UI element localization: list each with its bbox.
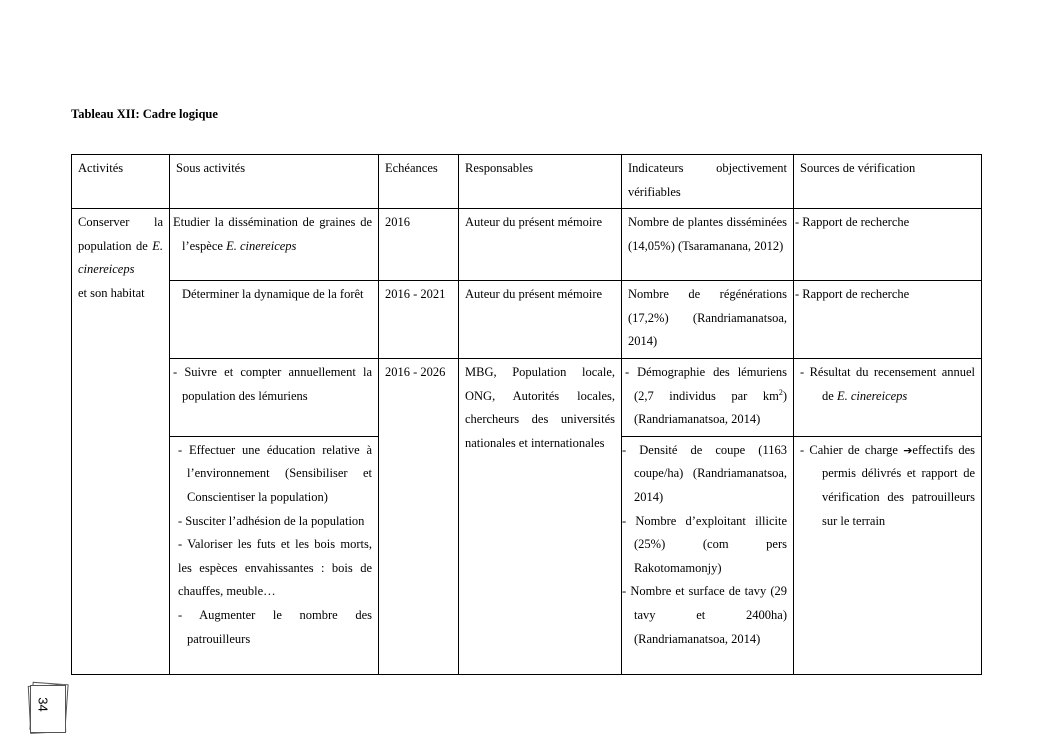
list-item xyxy=(174,510,372,534)
source-4 xyxy=(794,436,982,674)
list-item xyxy=(622,580,787,651)
source-3-species: E. cinereiceps xyxy=(836,388,908,403)
header-row xyxy=(72,155,982,209)
page-number: 34 xyxy=(35,697,51,712)
responsable-1: Auteur du présent mémoire xyxy=(459,209,622,281)
table-title: Tableau XII: Cadre logique xyxy=(71,107,218,121)
list-item xyxy=(174,439,372,510)
echeance-2: 2016 - 2021 xyxy=(379,281,459,359)
indicateur-1: Nombre de plantes disséminées (14,05%) (Tsaramanana, 2012) xyxy=(622,209,794,281)
arrow-right-icon: ➔ xyxy=(903,443,913,457)
indicateur-4-item-2: Nombre d’exploitant illicite (25%) (com pers Rakotomamonjy) xyxy=(634,513,788,575)
source-4-text: Cahier de charge xyxy=(809,442,898,457)
list-item xyxy=(622,510,787,581)
dash: - xyxy=(173,364,178,379)
dash: - xyxy=(800,442,805,457)
sous-activite-1-text: Etudier la dissémination de graines de l’espèce xyxy=(173,215,372,253)
responsable-3: MBG, Population locale, ONG, Autorités locales, chercheurs des universités nationales et internationales xyxy=(459,358,622,674)
sous-activite-3 xyxy=(170,358,379,436)
header-activites: Activités xyxy=(72,155,170,209)
indicateur-4-item-1: Densité de coupe (1163 coupe/ha) (Randriamanatsoa, 2014) xyxy=(634,442,787,504)
sous-activite-1-species: E. cinereiceps xyxy=(226,238,297,253)
header-indicateurs: Indicateurs objectivement vérifiables xyxy=(622,155,794,209)
source-3-text: Résultat du recensement annuel de xyxy=(809,364,976,403)
dash: - xyxy=(622,584,627,599)
indicateur-4-item-3: Nombre et surface de tavy (29 tavy et 2400ha) (Randriamanatsoa, 2014) xyxy=(630,584,787,646)
header-echeances: Echéances xyxy=(379,155,459,209)
sous-activite-3-text: Suivre et compter annuellement la population des lémuriens xyxy=(182,364,372,403)
list-item xyxy=(174,604,372,651)
header-sources: Sources de vérification xyxy=(794,155,982,209)
header-sous-activites: Sous activités xyxy=(170,155,379,209)
sous-activite-4-item-4: Augmenter le nombre des patrouilleurs xyxy=(187,607,372,646)
dash: - xyxy=(178,607,183,622)
list-item xyxy=(174,533,372,604)
sous-activite-4-item-2: Susciter l’adhésion de la population xyxy=(185,513,365,528)
header-responsables: Responsables xyxy=(459,155,622,209)
table-row xyxy=(72,358,982,436)
list-item xyxy=(622,439,787,510)
indicateur-3-exponent: 2 xyxy=(778,387,783,397)
activity-text: Conserver la population de xyxy=(78,215,163,253)
source-3 xyxy=(794,358,982,436)
page-number-box xyxy=(27,683,67,733)
dash: - xyxy=(178,537,183,552)
dash: - xyxy=(625,364,630,379)
indicateur-3 xyxy=(622,358,794,436)
dash: - xyxy=(800,364,805,379)
indicateur-3-b: ) (Randriamanatsoa, 2014) xyxy=(634,388,787,427)
table-row xyxy=(72,281,982,359)
logical-framework-table xyxy=(71,154,982,675)
dash: - xyxy=(178,442,183,457)
indicateur-2: Nombre de régénérations (17,2%) (Randriamanatsoa, 2014) xyxy=(622,281,794,359)
responsable-2: Auteur du présent mémoire xyxy=(459,281,622,359)
indicateur-3-a: Démographie des lémuriens (2,7 individus par km xyxy=(634,364,788,403)
activity-species: E. cinereiceps xyxy=(78,238,163,277)
source-1-text: Rapport de recherche xyxy=(802,215,910,230)
dash: - xyxy=(622,442,627,457)
activity-cell xyxy=(72,209,170,675)
source-1 xyxy=(794,209,982,281)
echeance-1: 2016 xyxy=(379,209,459,281)
dash: - xyxy=(622,513,627,528)
activity-suffix: et son habitat xyxy=(78,285,145,300)
sous-activite-4 xyxy=(170,436,379,674)
source-2-text: Rapport de recherche xyxy=(802,287,910,302)
table-row xyxy=(72,209,982,281)
source-4-text-b: effectifs des permis délivrés et rapport de vérification des patrouilleurs sur le terrain xyxy=(822,442,975,528)
sous-activite-1 xyxy=(170,209,379,281)
sous-activite-4-item-3: Valoriser les futs et les bois morts, les espèces envahissantes : bois de chauffes, meuble… xyxy=(178,537,372,599)
sous-activite-4-item-1: Effectuer une éducation relative à l’environnement (Sensibiliser et Conscientiser la population) xyxy=(187,442,372,504)
sous-activite-2: Déterminer la dynamique de la forêt xyxy=(170,281,379,359)
source-2 xyxy=(794,281,982,359)
dash: - xyxy=(178,513,183,528)
echeance-3: 2016 - 2026 xyxy=(379,358,459,674)
dash: - xyxy=(795,215,800,230)
dash: - xyxy=(795,287,800,302)
indicateur-4 xyxy=(622,436,794,674)
